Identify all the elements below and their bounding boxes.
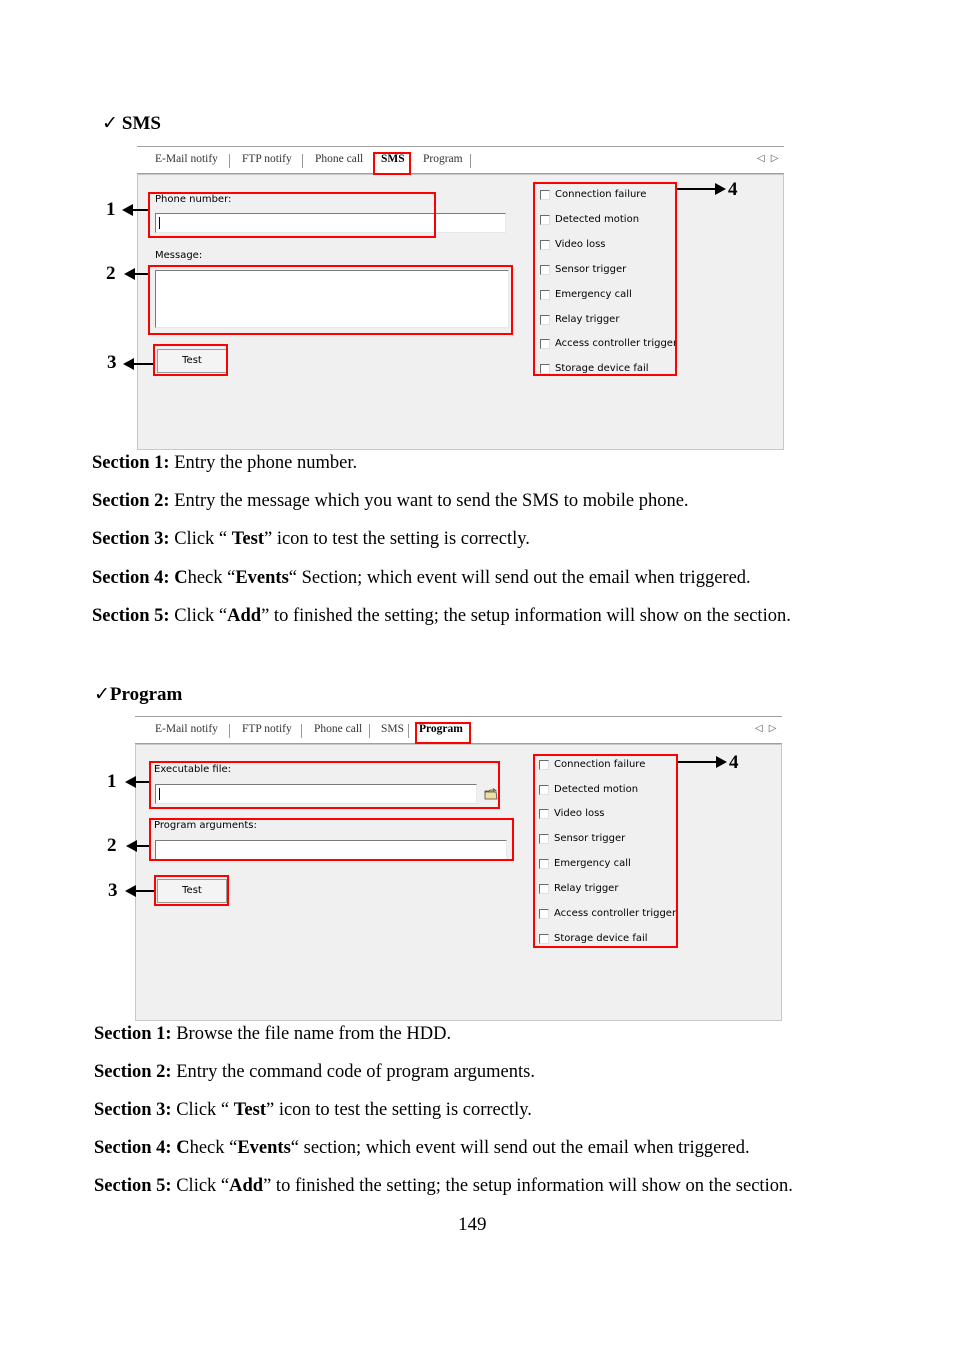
tab-email-notify[interactable]: E-Mail notify — [155, 153, 218, 165]
highlight-test-button — [154, 875, 229, 906]
tab-program[interactable]: Program — [419, 723, 463, 735]
message-label: Message: — [155, 250, 203, 261]
program-arguments-label: Program arguments: — [154, 820, 257, 831]
sms-section-4: Section 4: Check “Events“ Section; which event will send out the email when triggered. — [92, 568, 751, 588]
highlight-program-arguments — [149, 818, 514, 861]
test-button[interactable]: Test — [157, 879, 227, 903]
sms-heading: ✓ SMS — [102, 113, 161, 134]
sms-section-1: Section 1: Entry the phone number. — [92, 453, 358, 473]
tab-sms[interactable]: SMS — [381, 723, 405, 735]
test-button[interactable]: Test — [157, 349, 227, 373]
checkmark-icon: ✓ — [94, 684, 110, 705]
tab-scroll-arrows-icon[interactable]: ◁▷ — [755, 723, 783, 734]
callout-3: 3 — [107, 352, 117, 373]
executable-file-label: Executable file: — [154, 764, 232, 775]
highlight-events — [533, 754, 678, 948]
highlight-message — [148, 265, 513, 335]
program-heading: ✓Program — [94, 684, 183, 705]
tab-email-notify[interactable]: E-Mail notify — [155, 723, 218, 735]
tab-phone-call[interactable]: Phone call — [315, 153, 364, 165]
sms-section-2: Section 2: Entry the message which you want to send the SMS to mobile phone. — [92, 491, 689, 511]
tab-program[interactable]: Program — [423, 153, 463, 165]
highlight-phone-number — [148, 192, 436, 238]
program-section-5: Section 5: Click “Add” to finished the setting; the setup information will show on the section. — [94, 1176, 793, 1196]
program-section-2: Section 2: Entry the command code of program arguments. — [94, 1062, 535, 1082]
sms-section-5: Section 5: Click “Add” to finished the setting; the setup information will show on the section. — [92, 606, 791, 626]
tab-strip — [137, 147, 784, 174]
checkmark-icon: ✓ — [102, 113, 118, 134]
callout-1: 1 — [106, 199, 116, 220]
callout-2: 2 — [106, 263, 116, 284]
tab-sms[interactable]: SMS — [381, 153, 405, 165]
program-section-1: Section 1: Browse the file name from the HDD. — [94, 1024, 452, 1044]
tab-ftp-notify[interactable]: FTP notify — [242, 723, 292, 735]
sms-section-3: Section 3: Click “ Test” icon to test the setting is correctly. — [92, 529, 530, 549]
phone-number-label: Phone number: — [155, 194, 232, 205]
callout-4: 4 — [728, 179, 738, 200]
highlight-sms-tab — [373, 152, 411, 175]
tab-scroll-arrows-icon[interactable]: ◁▷ — [757, 153, 785, 164]
callout-4: 4 — [729, 752, 739, 773]
highlight-program-tab — [415, 722, 471, 744]
program-section-3: Section 3: Click “ Test” icon to test the setting is correctly. — [94, 1100, 532, 1120]
callout-3: 3 — [108, 880, 118, 901]
callout-2: 2 — [107, 835, 117, 856]
highlight-test-button — [153, 344, 228, 376]
callout-1: 1 — [107, 771, 117, 792]
program-section-4: Section 4: Check “Events“ section; which event will send out the email when triggered. — [94, 1138, 750, 1158]
tab-phone-call[interactable]: Phone call — [314, 723, 363, 735]
tab-ftp-notify[interactable]: FTP notify — [242, 153, 292, 165]
highlight-events — [533, 182, 677, 376]
page-number: 149 — [458, 1214, 487, 1235]
highlight-executable-file — [149, 761, 500, 809]
events-list: Connection failure Detected motion Video loss Sensor trigger Emergency call Relay trigger Access controller trigger Storage device fail — [538, 753, 678, 947]
events-list: Connection failure Detected motion Video loss Sensor trigger Emergency call Relay trigger Access controller trigger Storage device fail — [539, 183, 679, 374]
